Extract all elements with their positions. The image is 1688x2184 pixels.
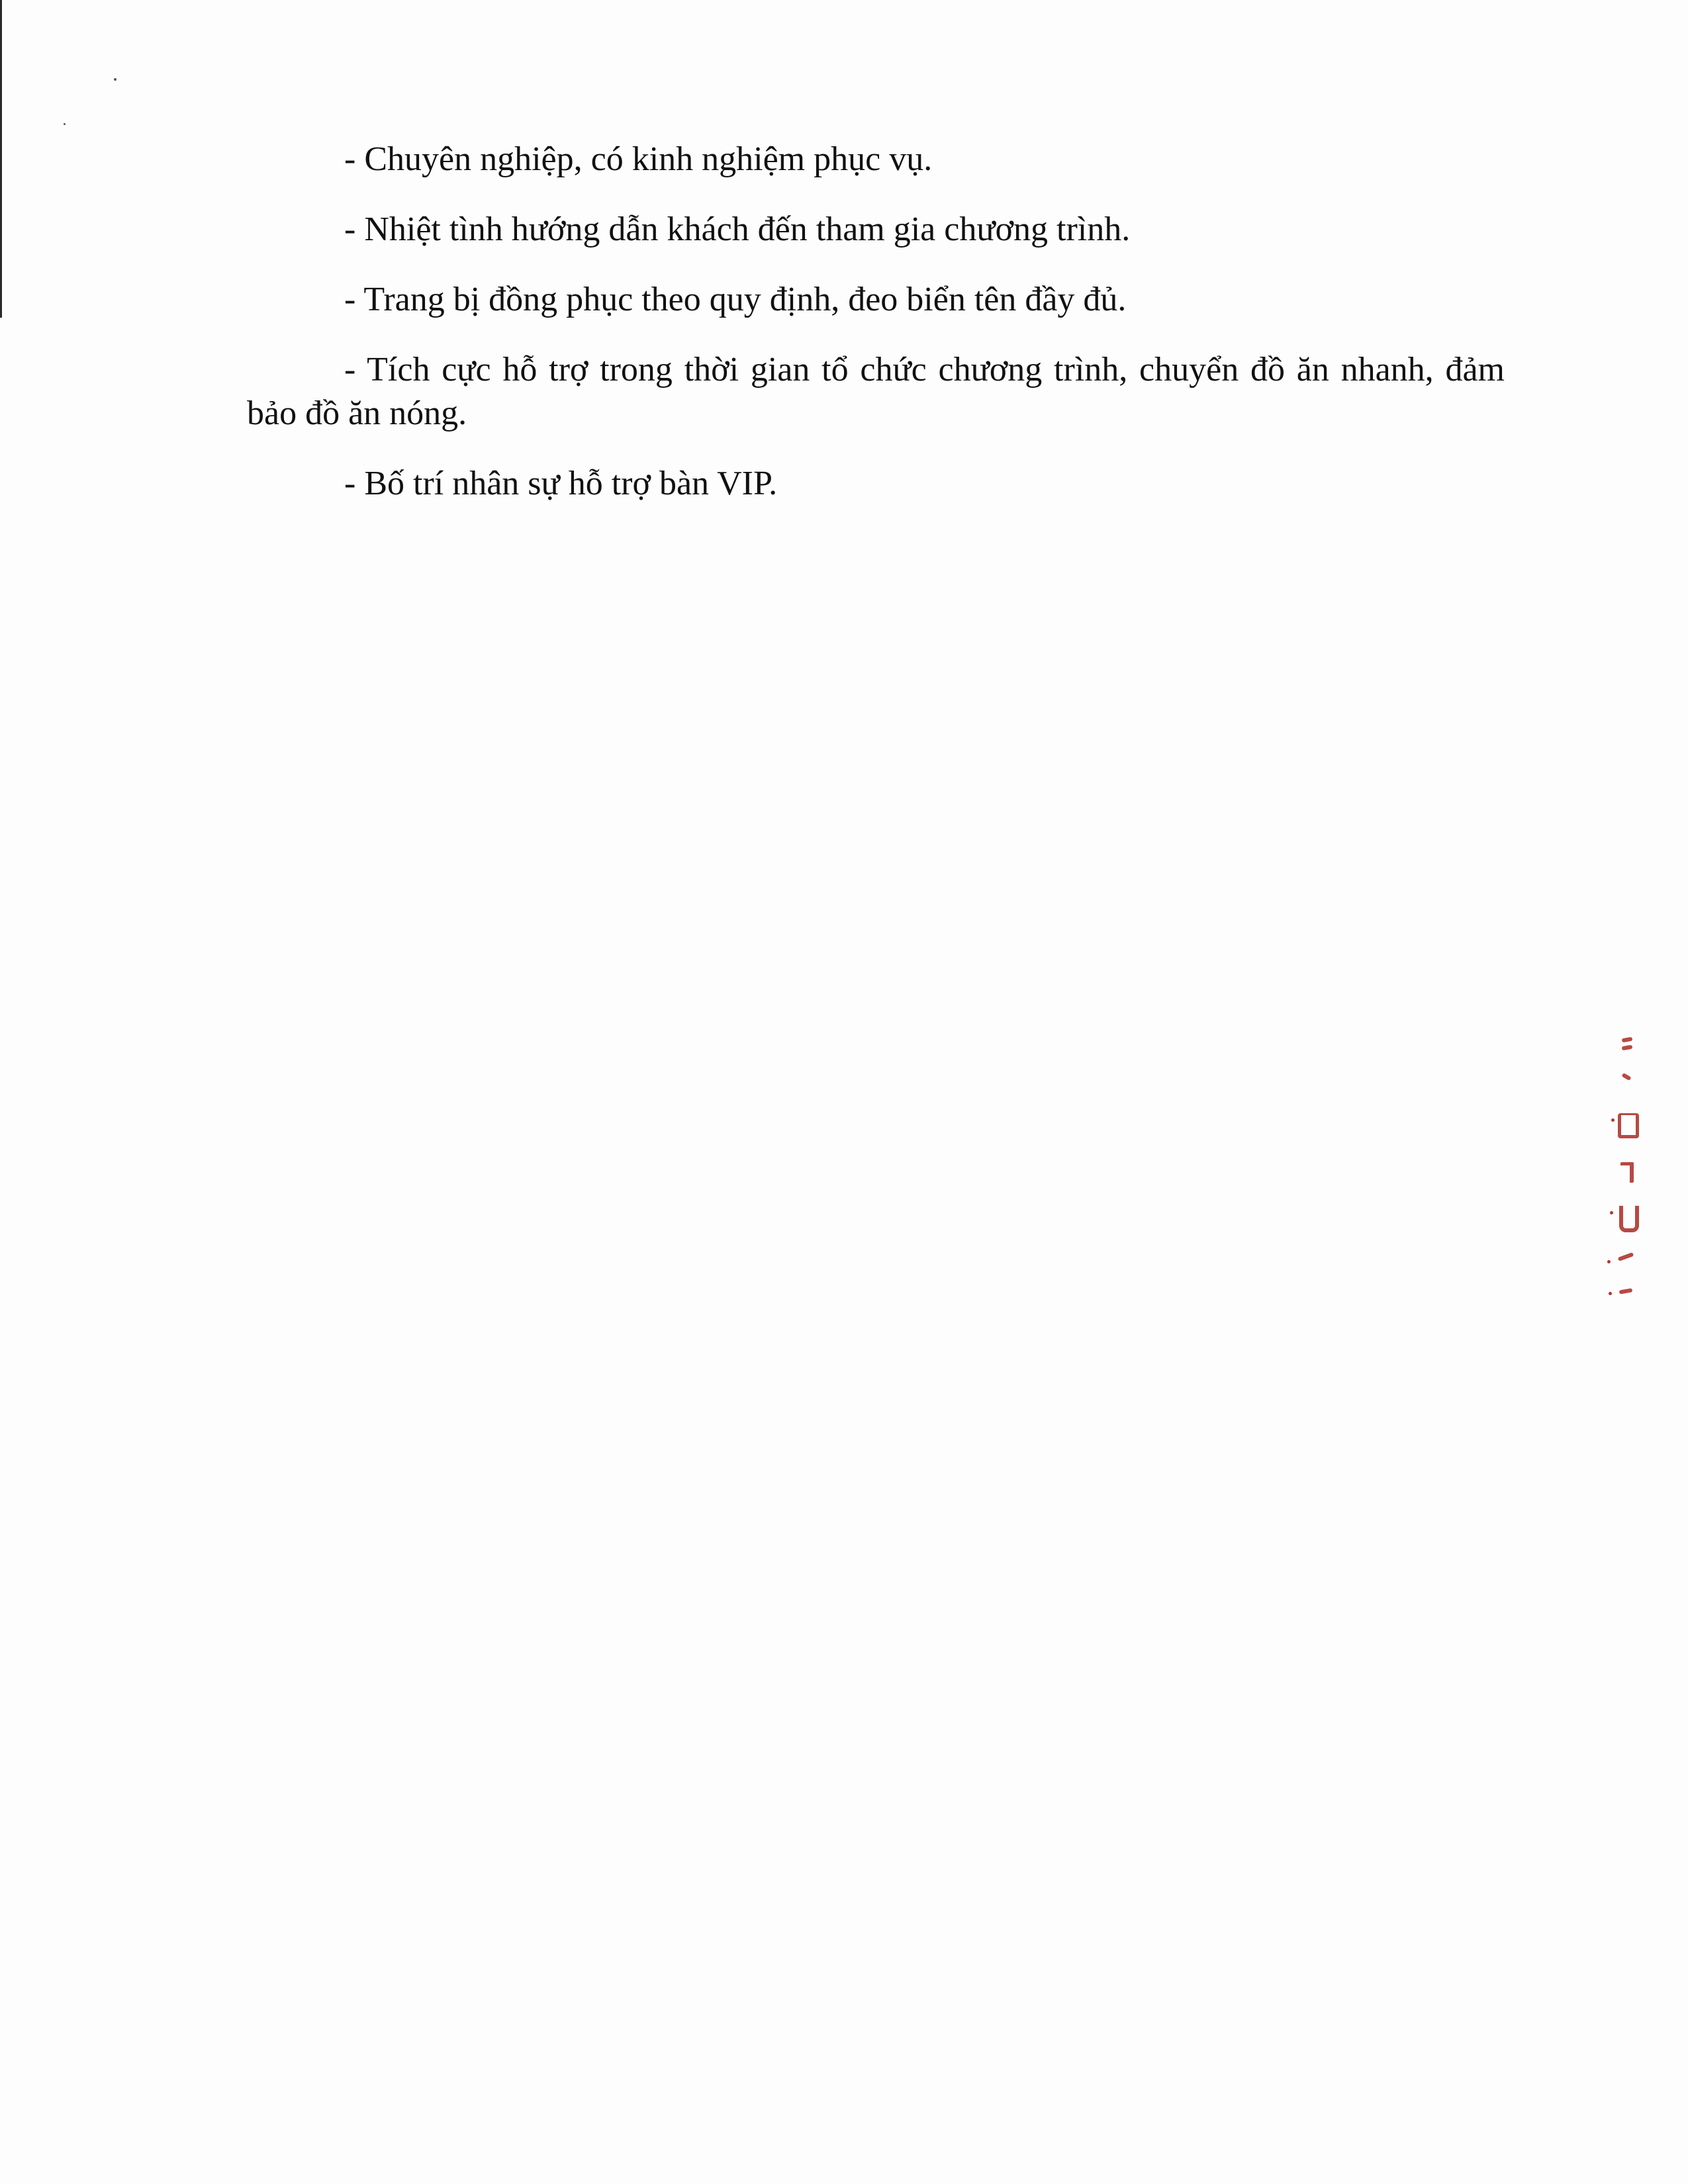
requirement-item-guidance: - Nhiệt tình hướng dẫn khách đến tham gia chương trình. bbox=[344, 210, 1131, 248]
requirement-item-professional: - Chuyên nghiệp, có kinh nghiệm phục vụ. bbox=[344, 140, 933, 178]
requirement-item-vip-staff: - Bố trí nhân sự hỗ trợ bàn VIP. bbox=[344, 465, 778, 502]
seal-stamp-fragment bbox=[1602, 1032, 1642, 1310]
requirement-item-support: - Tích cực hỗ trợ trong thời gian tổ chức chương trình, chuyển đồ ăn nhanh, đảm bảo đồ ăn nóng. bbox=[247, 351, 1505, 432]
requirement-item-uniform: - Trang bị đồng phục theo quy định, đeo biển tên đầy đủ. bbox=[344, 281, 1127, 318]
scan-speck bbox=[114, 78, 117, 81]
document-body bbox=[247, 138, 1505, 532]
scan-edge-line bbox=[0, 0, 2, 318]
scan-speck bbox=[64, 123, 66, 125]
